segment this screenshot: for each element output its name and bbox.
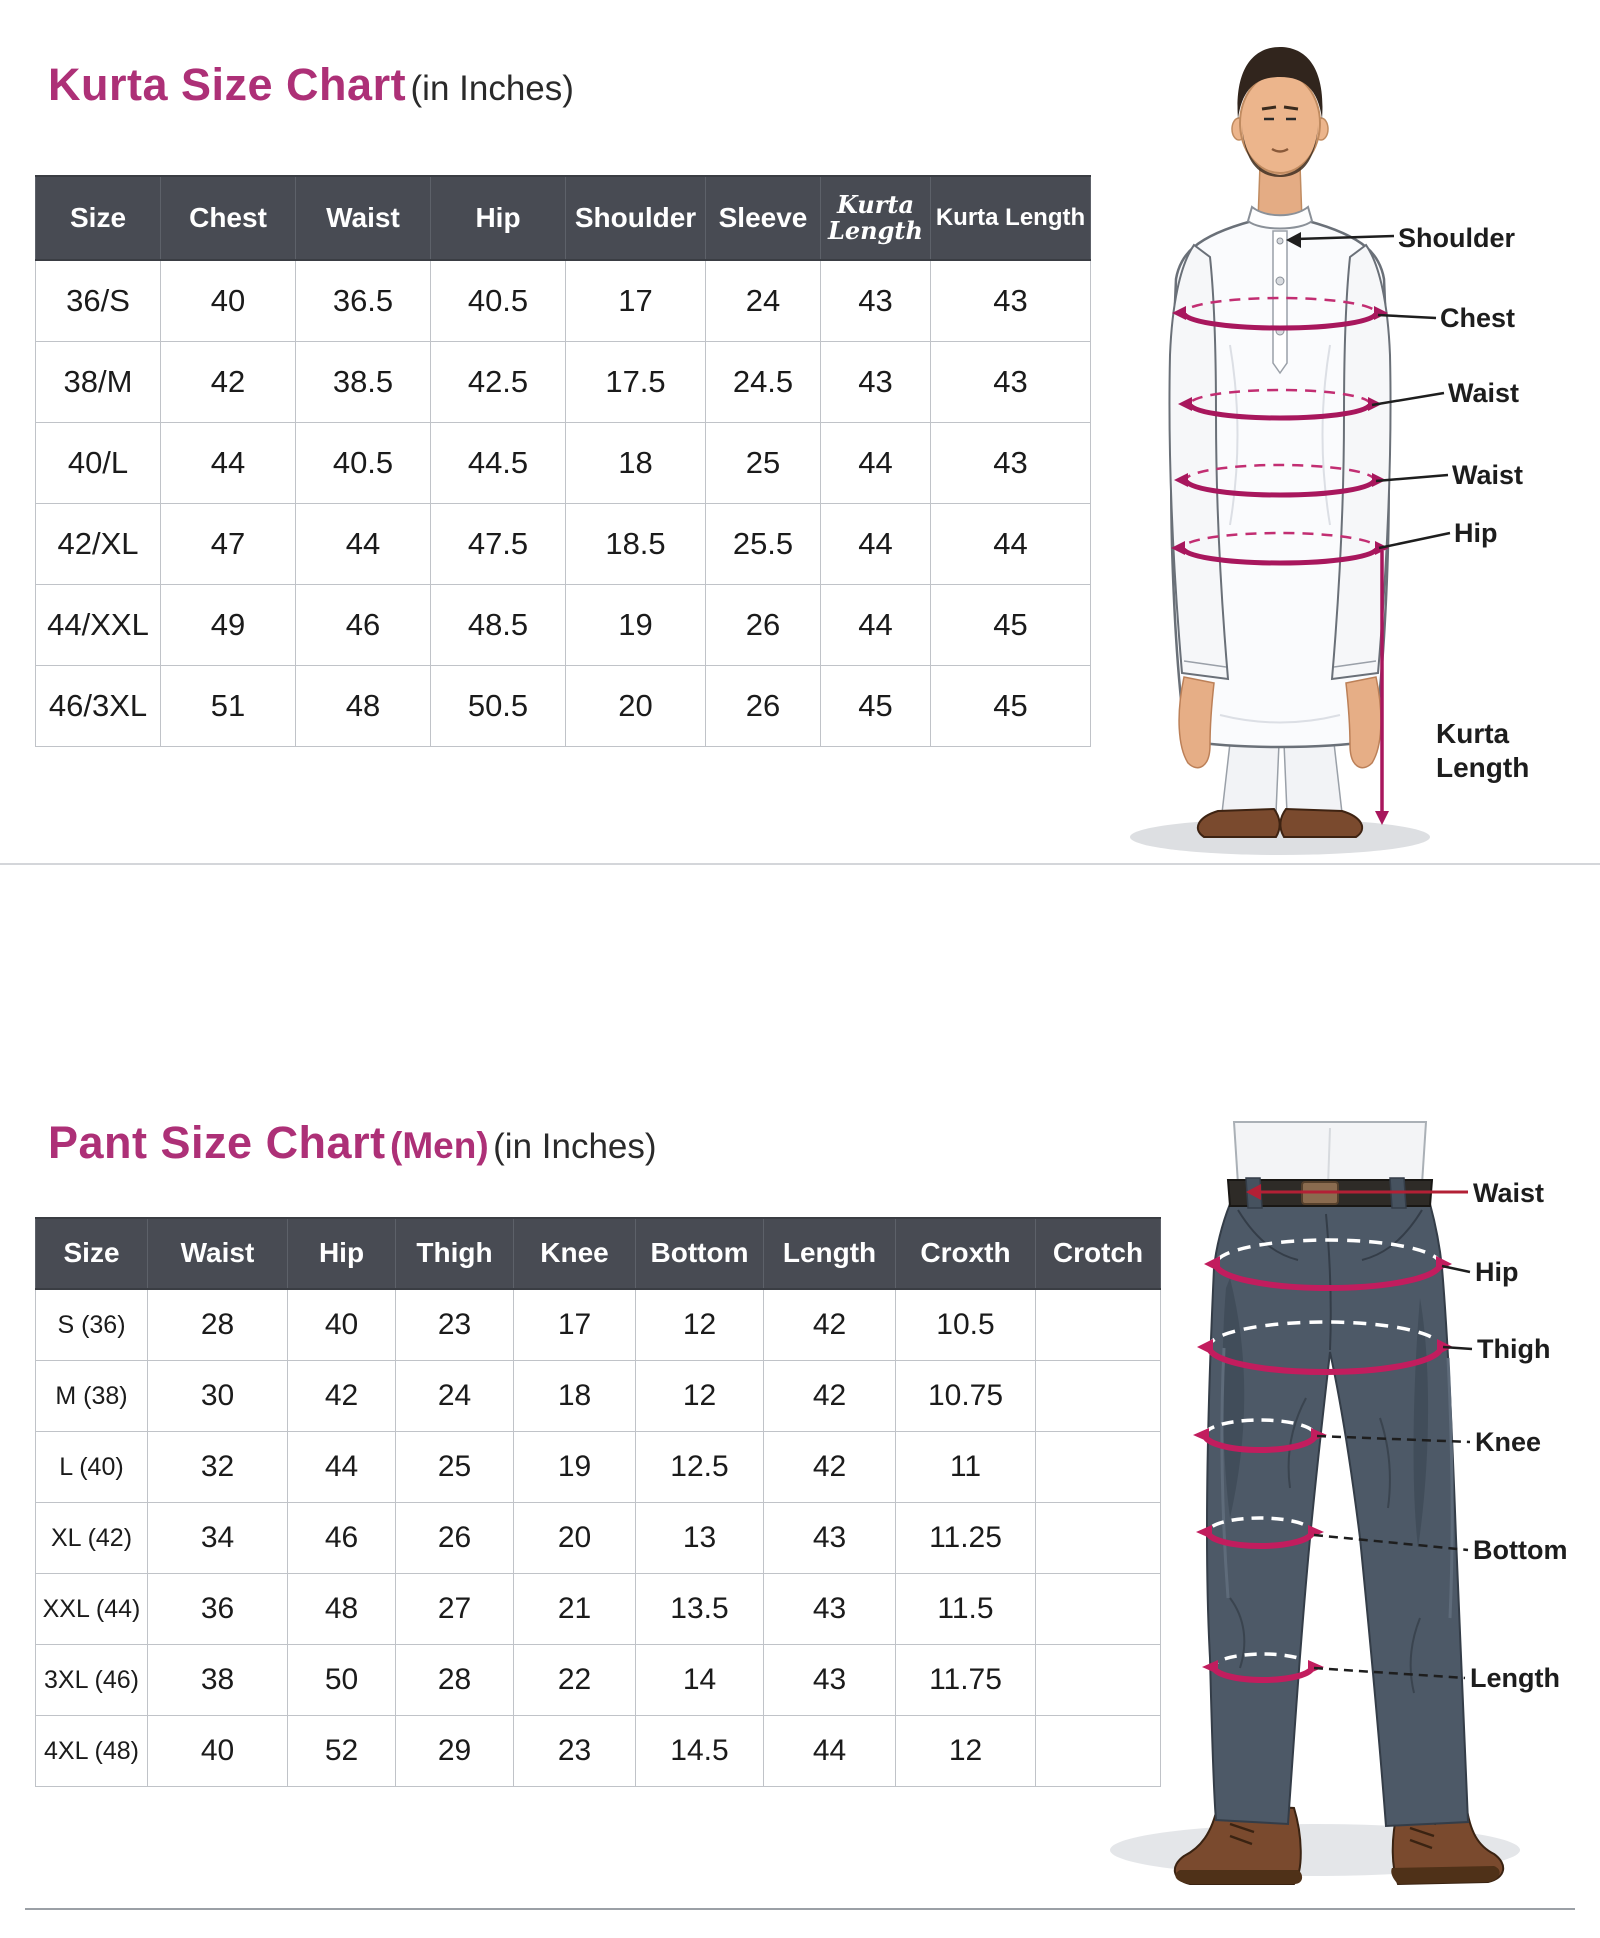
size-cell: L (40) [36,1432,148,1503]
value-cell: 20 [566,666,706,747]
size-cell: 3XL (46) [36,1645,148,1716]
thigh-label: Thigh [1477,1334,1551,1364]
table-row [36,504,1091,585]
value-cell: 32 [148,1432,288,1503]
column-header: Croxth [896,1218,1036,1289]
value-cell: 36 [148,1574,288,1645]
column-header: Knee [514,1218,636,1289]
size-cell: 36/S [36,260,161,342]
table-row [36,1574,1161,1645]
value-cell: 43 [821,342,931,423]
table-row [36,585,1091,666]
value-cell: 44 [821,504,931,585]
column-header: Thigh [396,1218,514,1289]
value-cell: 43 [764,1574,896,1645]
value-cell: 22 [514,1645,636,1716]
pajama-legs [1222,743,1342,813]
column-header: Kurta Length [821,176,931,260]
size-cell: M (38) [36,1361,148,1432]
value-cell: 48 [288,1574,396,1645]
value-cell: 12 [896,1716,1036,1787]
table-row [36,342,1091,423]
value-cell: 42.5 [431,342,566,423]
value-cell: 45 [821,666,931,747]
value-cell: 30 [148,1361,288,1432]
pant-size-table [35,1217,1161,1787]
value-cell: 11 [896,1432,1036,1503]
value-cell: 25.5 [706,504,821,585]
value-cell: 18 [514,1361,636,1432]
value-cell: 36.5 [296,260,431,342]
hip-label: Hip [1475,1257,1519,1287]
pant-figure-illustration [1080,1098,1600,1898]
value-cell: 43 [764,1645,896,1716]
value-cell: 38 [148,1645,288,1716]
hip-label: Hip [1454,518,1498,548]
head [1232,47,1328,177]
value-cell: 42 [161,342,296,423]
size-cell: 42/XL [36,504,161,585]
value-cell: 43 [931,342,1091,423]
value-cell: 25 [396,1432,514,1503]
value-cell: 52 [288,1716,396,1787]
value-cell: 14.5 [636,1716,764,1787]
size-cell: 4XL (48) [36,1716,148,1787]
column-header: Chest [161,176,296,260]
value-cell: 44 [931,504,1091,585]
value-cell: 17 [514,1289,636,1361]
column-header: Sleeve [706,176,821,260]
value-cell: 42 [764,1361,896,1432]
column-header: Bottom [636,1218,764,1289]
value-cell: 21 [514,1574,636,1645]
value-cell: 49 [161,585,296,666]
table-row [36,1361,1161,1432]
kurta-length-label-line2: Length [1436,752,1530,783]
value-cell: 12 [636,1289,764,1361]
pant-section-title [48,1117,657,1168]
kurta-size-table [35,175,1091,747]
size-cell: 38/M [36,342,161,423]
size-cell: S (36) [36,1289,148,1361]
pant-title-men: (Men) [390,1125,489,1166]
column-header: Hip [431,176,566,260]
waist-lower-label: Waist [1452,460,1524,490]
value-cell: 43 [931,423,1091,504]
value-cell: 47 [161,504,296,585]
value-cell: 24 [396,1361,514,1432]
value-cell: 28 [148,1289,288,1361]
size-cell: 40/L [36,423,161,504]
header-row [36,1218,1161,1289]
column-header: Size [36,176,161,260]
value-cell: 43 [931,260,1091,342]
value-cell: 44 [161,423,296,504]
table-row [36,666,1091,747]
waist-upper-label: Waist [1448,378,1520,408]
table-row [36,260,1091,342]
value-cell: 13 [636,1503,764,1574]
table-row [36,1289,1161,1361]
jeans [1207,1204,1468,1826]
value-cell: 50 [288,1645,396,1716]
table-row [36,1503,1161,1574]
kurta-title-text: Kurta Size Chart [48,59,407,110]
value-cell: 51 [161,666,296,747]
value-cell: 26 [706,666,821,747]
value-cell: 10.5 [896,1289,1036,1361]
size-cell: 46/3XL [36,666,161,747]
column-header: Shoulder [566,176,706,260]
value-cell: 40 [288,1289,396,1361]
table-row [36,1716,1161,1787]
value-cell: 45 [931,585,1091,666]
value-cell: 19 [566,585,706,666]
value-cell: 34 [148,1503,288,1574]
column-header: Waist [148,1218,288,1289]
knee-label: Knee [1475,1427,1542,1457]
bottom-label: Bottom [1473,1535,1568,1565]
column-header: Waist [296,176,431,260]
length-label: Length [1470,1663,1560,1693]
value-cell: 44 [821,423,931,504]
value-cell: 26 [706,585,821,666]
value-cell: 48.5 [431,585,566,666]
value-cell: 20 [514,1503,636,1574]
column-header: Kurta Length [931,176,1091,260]
value-cell: 43 [764,1503,896,1574]
value-cell: 47.5 [431,504,566,585]
value-cell: 44 [296,504,431,585]
waist-label: Waist [1473,1178,1545,1208]
value-cell: 40 [161,260,296,342]
value-cell: 12 [636,1361,764,1432]
value-cell: 50.5 [431,666,566,747]
column-header: Length [764,1218,896,1289]
size-cell: XL (42) [36,1503,148,1574]
value-cell: 29 [396,1716,514,1787]
value-cell: 46 [288,1503,396,1574]
table-row [36,1432,1161,1503]
value-cell: 44 [821,585,931,666]
section-divider [0,863,1600,865]
value-cell: 48 [296,666,431,747]
value-cell: 24 [706,260,821,342]
value-cell: 23 [514,1716,636,1787]
value-cell: 24.5 [706,342,821,423]
pant-title-suffix: (in Inches) [493,1127,657,1166]
kurta-section-title [48,59,574,110]
value-cell: 19 [514,1432,636,1503]
value-cell: 46 [296,585,431,666]
chest-label: Chest [1440,303,1516,333]
value-cell: 17.5 [566,342,706,423]
value-cell: 44 [288,1432,396,1503]
size-cell: 44/XXL [36,585,161,666]
value-cell: 11.75 [896,1645,1036,1716]
value-cell: 40.5 [296,423,431,504]
value-cell: 11.25 [896,1503,1036,1574]
value-cell: 10.75 [896,1361,1036,1432]
value-cell: 38.5 [296,342,431,423]
value-cell: 17 [566,260,706,342]
kurta-length-label-line1: Kurta [1436,718,1510,749]
value-cell: 44 [764,1716,896,1787]
value-cell: 40.5 [431,260,566,342]
value-cell: 18.5 [566,504,706,585]
value-cell: 42 [288,1361,396,1432]
column-header: Size [36,1218,148,1289]
pant-title-text: Pant Size Chart [48,1117,386,1168]
value-cell: 44.5 [431,423,566,504]
kurta-figure-illustration [1080,25,1600,870]
value-cell: 25 [706,423,821,504]
column-header: Crotch [1036,1218,1161,1289]
bottom-divider [25,1908,1575,1910]
value-cell: 18 [566,423,706,504]
size-cell: XXL (44) [36,1574,148,1645]
value-cell: 40 [148,1716,288,1787]
kurta-title-suffix: (in Inches) [410,69,574,108]
value-cell: 43 [821,260,931,342]
value-cell: 28 [396,1645,514,1716]
column-header: Hip [288,1218,396,1289]
value-cell: 45 [931,666,1091,747]
value-cell: 12.5 [636,1432,764,1503]
value-cell: 11.5 [896,1574,1036,1645]
table-row [36,1645,1161,1716]
value-cell: 42 [764,1432,896,1503]
table-row [36,423,1091,504]
header-row [36,176,1091,260]
value-cell: 14 [636,1645,764,1716]
value-cell: 26 [396,1503,514,1574]
value-cell: 27 [396,1574,514,1645]
value-cell: 23 [396,1289,514,1361]
value-cell: 13.5 [636,1574,764,1645]
value-cell: 42 [764,1289,896,1361]
shoulder-label: Shoulder [1398,223,1516,253]
